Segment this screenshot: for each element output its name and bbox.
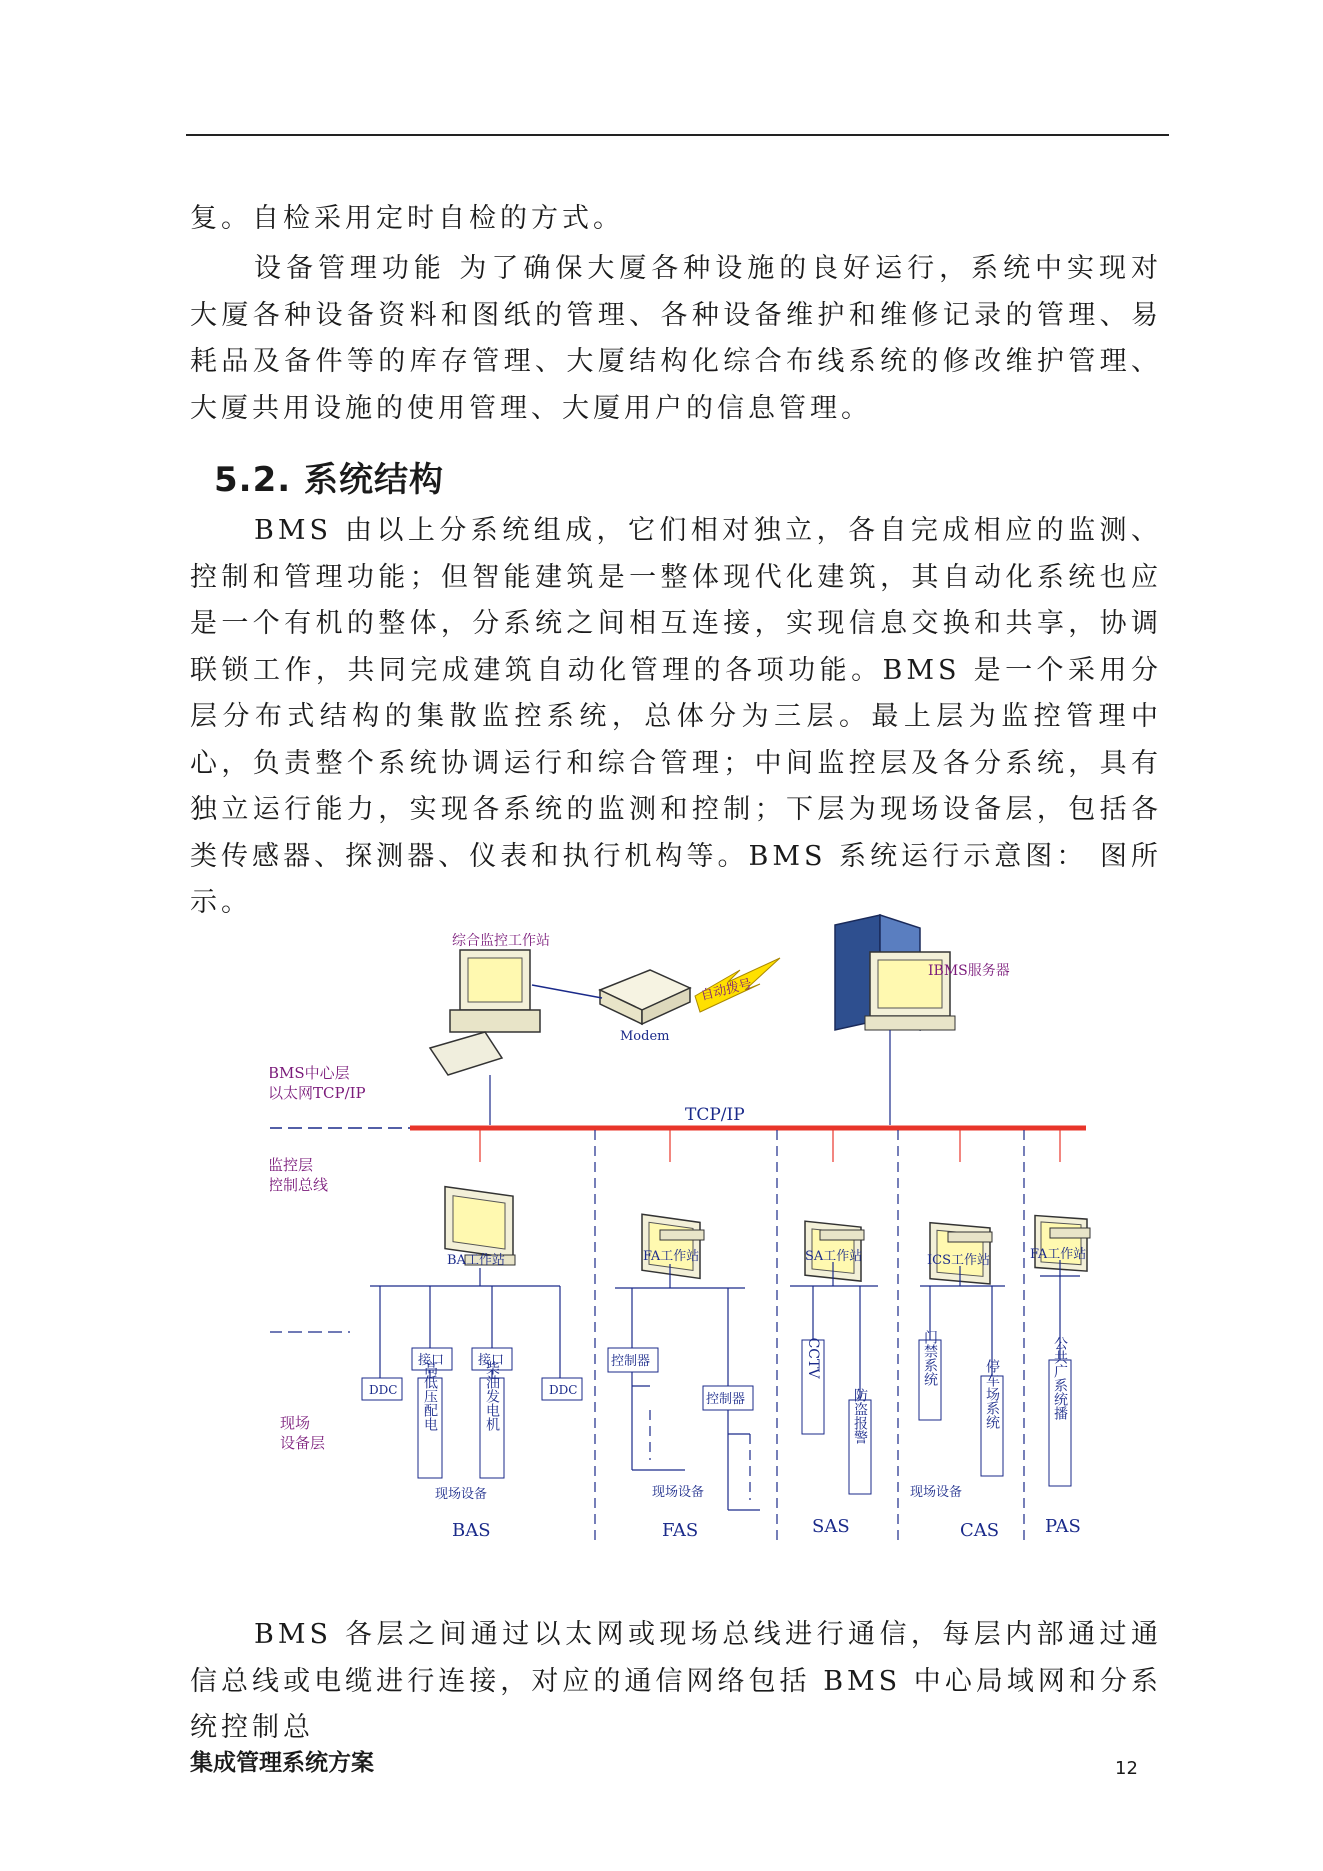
- modem-link: [532, 985, 602, 998]
- layer-center-label: BMS中心层: [270, 1064, 350, 1082]
- section-heading: 5.2. 系统结构: [214, 460, 444, 500]
- controller-label-2: 控制器: [706, 1392, 746, 1407]
- server-label: IBMS服务器: [928, 963, 1010, 979]
- hv-distribution-label: 高低压配电: [422, 1361, 438, 1431]
- interface-label-1: 接口: [418, 1353, 445, 1368]
- layer-field-sub-label: 设备层: [280, 1434, 326, 1452]
- paragraph-system-structure: BMS 由以上分系统组成，它们相对独立，各自完成相应的监测、控制和管理功能；但智能建筑是一整体现代化建筑，其自动化系统也应是一个有机的整体，分系统之间相互连接，实现信息交换和共享，协调联锁工作，共同完成建筑自动化管理的各项功能。BMS 是一个采用分层分布式结构的集散监控系统，总体分为三层。最上层为监控管理中心，负责整个系统协调运行和综合管理；中间监控层及各分系统，具有独立运行能力，实现各系统的监测和控制；下层为现场设备层，包括各类传感器、探测器、仪表和执行机构等。BMS 系统运行示意图： 图所示。: [190, 515, 1162, 918]
- system-label-sas: SAS: [812, 1516, 850, 1537]
- modem-label: Modem: [620, 1029, 670, 1044]
- paragraph-communication: BMS 各层之间通过以太网或现场总线进行通信，每层内部通过通信总线或电缆进行连接，对应的通信网络包括 BMS 中心局域网和分系统控制总: [190, 1619, 1162, 1743]
- layer-field-label: 现场: [280, 1414, 311, 1432]
- tcpip-label: TCP/IP: [685, 1105, 745, 1125]
- layer-monitor-label: 监控层: [270, 1156, 314, 1174]
- sa-workstation-label: SA工作站: [805, 1249, 863, 1264]
- dialup-label: 自动拨号: [699, 976, 754, 1004]
- cctv-label: CCTV: [805, 1337, 821, 1379]
- fa2-workstation-label: FA工作站: [1030, 1247, 1087, 1262]
- paragraph-device-management: 设备管理功能 为了确保大厦各种设施的良好运行，系统中实现对大厦各种设备资料和图纸的管理、各种设备维护和维修记录的管理、易耗品及备件等的库存管理、大厦结构化综合布线系统的修改维护管理、大厦共用设施的使用管理、大厦用户的信息管理。: [190, 253, 1162, 424]
- page-number: 12: [1115, 1758, 1138, 1779]
- ics-workstation-label: ICS工作站: [927, 1253, 990, 1268]
- header-rule: [186, 134, 1169, 136]
- field-device-label-1: 现场设备: [435, 1487, 488, 1502]
- modem-icon: [600, 970, 690, 1024]
- fa-workstation-label: FA工作站: [643, 1249, 700, 1264]
- access-control-label: 门禁系统: [922, 1330, 938, 1386]
- system-label-pas: PAS: [1045, 1516, 1081, 1537]
- ddc-label-1: DDC: [369, 1383, 398, 1397]
- paragraph-continuation: 复。自检采用定时自检的方式。: [190, 203, 624, 234]
- layer-center-sub-label: 以太网TCP/IP: [270, 1084, 366, 1102]
- ddc-label-2: DDC: [549, 1383, 578, 1397]
- ba-workstation-label: BA工作站: [447, 1253, 505, 1268]
- layer-monitor-sub-label: 控制总线: [270, 1176, 329, 1194]
- controller-label-1: 控制器: [611, 1354, 651, 1369]
- ba-workstation-icon: [445, 1130, 515, 1265]
- system-label-cas: CAS: [960, 1520, 1000, 1541]
- parking-system-label: 停车场系统: [984, 1359, 1000, 1429]
- system-label-fas: FAS: [662, 1520, 699, 1541]
- pa-system-label: 公共广系统播: [1052, 1336, 1068, 1420]
- workstation-icon: [430, 950, 540, 1075]
- anti-theft-label: 防盗报警: [852, 1388, 868, 1444]
- diagram-svg: [270, 900, 1110, 1560]
- interface-label-2: 接口: [478, 1353, 505, 1368]
- system-label-bas: BAS: [452, 1520, 491, 1541]
- bms-architecture-diagram: [270, 900, 1110, 1564]
- diesel-generator-label: 柴油发电机: [484, 1361, 500, 1431]
- field-device-label-2: 现场设备: [652, 1485, 705, 1500]
- workstation-label: 综合监控工作站: [452, 933, 550, 949]
- field-device-label-3: 现场设备: [910, 1485, 963, 1500]
- footer-title: 集成管理系统方案: [190, 1750, 374, 1776]
